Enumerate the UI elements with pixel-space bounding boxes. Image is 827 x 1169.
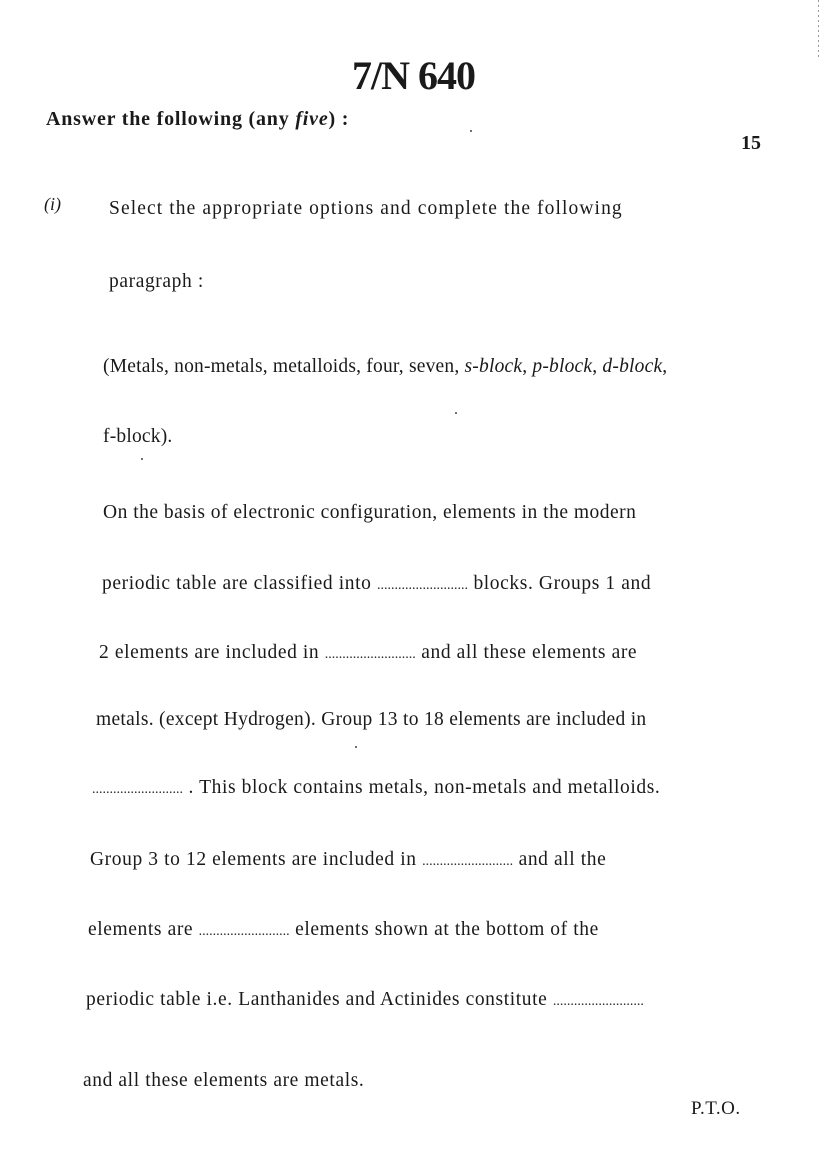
marks-value: 15 bbox=[741, 132, 761, 154]
question-number: (i) bbox=[44, 194, 61, 214]
scan-speck bbox=[141, 458, 143, 460]
option-s-block: s-block bbox=[464, 356, 523, 377]
paragraph-line-7-b: elements shown at the bottom of the bbox=[295, 919, 599, 940]
instruction-suffix: ) : bbox=[328, 108, 350, 130]
question-prompt-line2: paragraph : bbox=[109, 271, 204, 292]
instruction-emphasis: five bbox=[295, 108, 329, 130]
page-edge-marks bbox=[818, 0, 819, 60]
options-line1 bbox=[103, 356, 667, 378]
question-prompt-line1: Select the appropriate options and complete the following bbox=[109, 198, 623, 219]
paragraph-line-2-b: blocks. Groups 1 and bbox=[473, 573, 652, 594]
paragraph-line-1: On the basis of electronic configuration, elements in the modern bbox=[103, 502, 637, 523]
paragraph-line-6-b: and all the bbox=[518, 849, 607, 870]
instruction-heading bbox=[46, 108, 349, 131]
options-line2: f-block). bbox=[103, 426, 173, 447]
paragraph-line-7-a: elements are bbox=[88, 919, 194, 940]
option-d-block: d-block bbox=[602, 356, 663, 377]
instruction-prefix: Answer the following (any bbox=[46, 108, 296, 130]
paragraph-line-6-a: Group 3 to 12 elements are included in bbox=[90, 849, 417, 870]
paragraph-line-2 bbox=[102, 573, 651, 595]
options-end: , bbox=[662, 356, 668, 377]
paragraph-line-5-b: . This block contains metals, non-metals and metalloids. bbox=[188, 777, 661, 798]
option-p-block: p-block bbox=[532, 356, 593, 377]
options-sep1: , bbox=[522, 356, 533, 377]
blank-2: .......................... bbox=[324, 647, 416, 662]
paragraph-line-8 bbox=[86, 989, 644, 1011]
paper-code: 7/N 640 bbox=[352, 53, 475, 98]
pto-footer: P.T.O. bbox=[691, 1098, 741, 1119]
paragraph-line-3 bbox=[99, 642, 637, 664]
scan-speck bbox=[455, 412, 457, 414]
paragraph-line-9: and all these elements are metals. bbox=[83, 1070, 365, 1091]
blank-5: .......................... bbox=[198, 924, 290, 939]
paragraph-line-3-b: and all these elements are bbox=[421, 642, 638, 663]
scan-speck bbox=[470, 130, 472, 132]
paragraph-line-8-a: periodic table i.e. Lanthanides and Actinides constitute bbox=[86, 989, 548, 1010]
paragraph-line-7 bbox=[88, 919, 599, 941]
scan-speck bbox=[355, 746, 357, 748]
blank-4: .......................... bbox=[422, 854, 514, 869]
paragraph-line-4: metals. (except Hydrogen). Group 13 to 18 elements are included in bbox=[96, 709, 647, 730]
paragraph-line-2-a: periodic table are classified into bbox=[102, 573, 372, 594]
blank-6: .......................... bbox=[552, 994, 644, 1009]
blank-3: .......................... bbox=[92, 782, 183, 797]
paragraph-line-6 bbox=[90, 849, 606, 871]
options-sep2: , bbox=[592, 356, 603, 377]
options-part1: (Metals, non-metals, metalloids, four, seven, bbox=[103, 356, 465, 377]
blank-1: .......................... bbox=[376, 578, 468, 593]
paragraph-line-5 bbox=[92, 777, 660, 799]
paragraph-line-3-a: 2 elements are included in bbox=[99, 642, 320, 663]
